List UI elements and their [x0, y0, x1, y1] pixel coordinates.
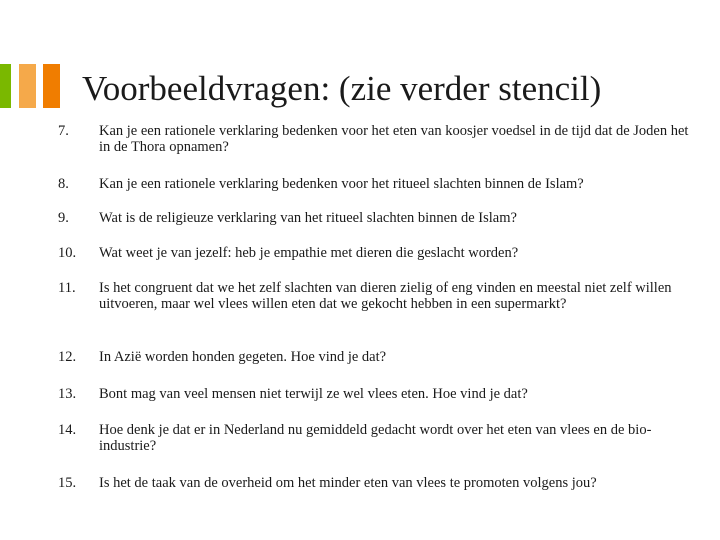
question-text: Kan je een rationele verklaring bedenken voor het ritueel slachten binnen de Islam?: [99, 176, 584, 192]
accent-bar-orange: [43, 64, 60, 108]
question-text: Wat weet je van jezelf: heb je empathie met dieren die geslacht worden?: [99, 245, 519, 261]
question-text: Hoe denk je dat er in Nederland nu gemiddeld gedacht wordt over het eten van vlees en de bio-industrie?: [99, 422, 652, 454]
question-number: 7.: [58, 123, 69, 139]
question-text: Is het congruent dat we het zelf slachten van dieren zielig of eng vinden en meestal niet zelf willen uitvoeren, maar wel vlees willen eten dat we gekocht hebben in een supermarkt?: [99, 280, 672, 312]
question-text: Wat is de religieuze verklaring van het ritueel slachten binnen de Islam?: [99, 210, 517, 226]
question-number: 10.: [58, 245, 77, 261]
slide-title: Voorbeeldvragen: (zie verder stencil): [82, 69, 602, 108]
question-number: 9.: [58, 210, 69, 226]
question-text: Is het de taak van de overheid om het minder eten van vlees te promoten volgens jou?: [99, 475, 597, 491]
question-number: 8.: [58, 176, 69, 192]
question-number: 12.: [58, 349, 77, 365]
accent-bar-green: [0, 64, 11, 108]
accent-bar-light-orange: [19, 64, 36, 108]
question-number: 15.: [58, 475, 77, 491]
question-text: In Azië worden honden gegeten. Hoe vind je dat?: [99, 349, 387, 365]
question-text: Bont mag van veel mensen niet terwijl ze wel vlees eten. Hoe vind je dat?: [99, 386, 528, 402]
question-number: 11.: [58, 280, 76, 296]
question-number: 13.: [58, 386, 77, 402]
question-number: 14.: [58, 422, 77, 438]
question-text: Kan je een rationele verklaring bedenken voor het eten van koosjer voedsel in de tijd dat de Joden het in de Thora opnamen?: [99, 123, 689, 155]
